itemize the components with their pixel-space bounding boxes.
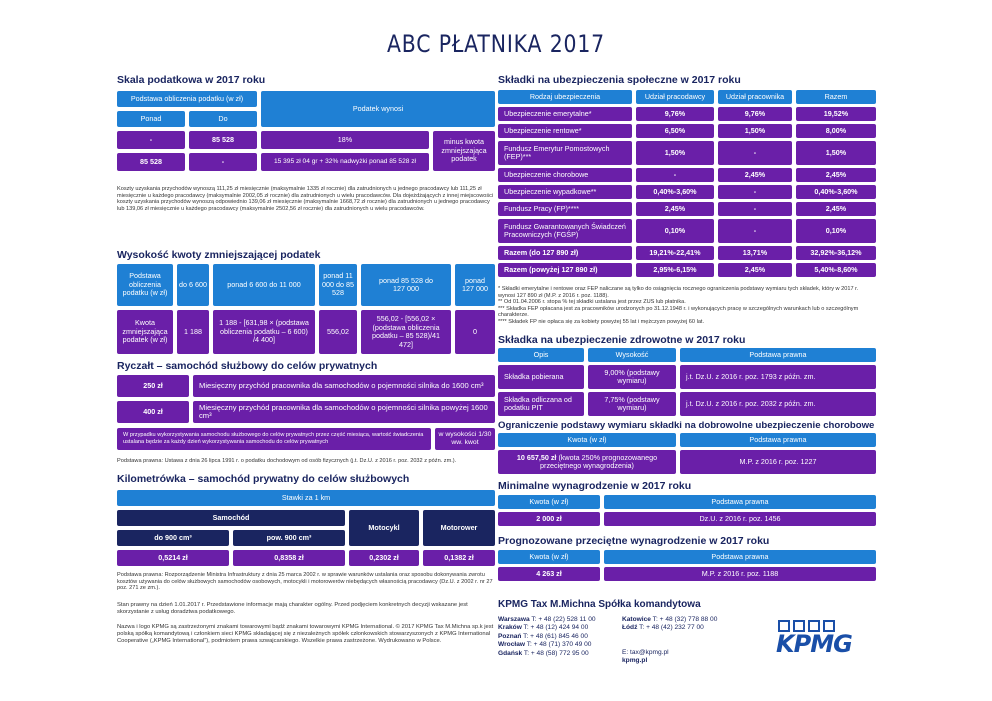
social-row-3-col-2: 1,50% (636, 141, 714, 165)
tax-amount-header: Podatek wynosi (261, 91, 495, 127)
reducing-range-5: ponad 127 000 (455, 264, 495, 306)
social-row-7-col-1: Fundusz Gwarantowanych Świadczeń Pracowniczych (FGŚP) (498, 219, 632, 243)
minimum-heading: Minimalne wynagrodzenie w 2017 roku (498, 480, 692, 492)
social-row-2-col-3: 1,50% (718, 124, 792, 138)
social-note-3: *** Składka FEP opłacana jest za pracowników urodzonych po 31.12.1948 r. i wykonujących pracę w szczególnych warunkach lub o szczególnym charakterze. (498, 305, 859, 319)
car-partial-note: W przypadku wykorzystywania samochodu służbowego do celów prywatnych przez część miesiąca, wartość świadczenia ustalana będzie za każdy dzień wykorzystywania samochodu do celów prywatnych (117, 428, 431, 450)
car-desc-2: Miesięczny przychód pracownika dla samochodów o pojemności silnika powyżej 1600 cm³ (193, 401, 495, 423)
average-header-legal: Podstawa prawna (604, 550, 876, 564)
sick-limit-header-legal: Podstawa prawna (680, 433, 876, 447)
tax-row1-rate: 18% (261, 131, 429, 149)
legal-state-note: Stan prawny na dzień 1.01.2017 r. Przedstawione informacje mają charakter ogólny. Przed podjęciem konkretnych decyzji wskazane jest skorzystanie z usług doradztwa podatkowego. (117, 602, 468, 615)
reducing-amount-1: 1 188 (177, 310, 209, 354)
tax-from-header: Ponad (117, 111, 185, 127)
kpmg-logo (776, 620, 852, 658)
social-row-1-col-3: 9,76% (718, 107, 792, 121)
reducing-amount-2: 1 188 - [631,98 × (podstawa obliczenia podatku – 6 600) /4 400] (213, 310, 315, 354)
social-row-2-col-2: 6,50% (636, 124, 714, 138)
page-title: ABC PŁATNIKA 2017 (386, 30, 606, 58)
social-row-7-col-2: 0,10% (636, 219, 714, 243)
minimum-header-legal: Podstawa prawna (604, 495, 876, 509)
average-header-amount: Kwota (w zł) (498, 550, 600, 564)
social-row-3-col-4: 1,50% (796, 141, 876, 165)
reducing-base-label: Podstawa obliczenia podatku (w zł) (117, 264, 173, 306)
social-row-5-col-2: 0,40%-3,60% (636, 185, 714, 199)
sick-limit-amount-cell (498, 450, 676, 474)
car-partial-value: w wysokości 1/30 ww. kwot (435, 428, 495, 450)
tax-row2-to: - (189, 153, 257, 171)
social-note-1: * Składki emerytalne i rentowe oraz FEP naliczane są tylko do osiągnięcia rocznego ograniczenia podstawy wymiaru tych składek, który w 2017 r. wynosi 127 890 zł (M.P. z 2016 r. poz. 1188). (498, 286, 859, 299)
office-warszawa: Warszawa T: + 48 (22) 528 11 00 (498, 616, 596, 623)
social-row-6-col-1: Fundusz Pracy (FP)**** (498, 202, 632, 216)
health-heading: Składka na ubezpieczenie zdrowotne w 2017 roku (498, 334, 746, 346)
social-row-2-col-1: Ubezpieczenie rentowe* (498, 124, 632, 138)
tax-to-header: Do (189, 111, 257, 127)
car-amount-1: 250 zł (117, 375, 189, 397)
left-column (117, 74, 495, 694)
km-value-car-large: 0,8358 zł (233, 550, 345, 566)
reducing-amount-label: Kwota zmniejszająca podatek (w zł) (117, 310, 173, 354)
health-header-amount: Wysokość (588, 348, 676, 362)
social-row-1-col-1: Ubezpieczenie emerytalne* (498, 107, 632, 121)
km-moto-header: Motocykl (349, 510, 419, 546)
social-row-4-col-1: Ubezpieczenie chorobowe (498, 168, 632, 182)
reducing-range-3: ponad 11 000 do 85 528 (319, 264, 357, 306)
kpmg-logo-text: KPMG (776, 630, 852, 658)
social-total-1-col-3: 13,71% (718, 246, 792, 260)
health-row2-amount: 7,75% (podstawy wymiaru) (588, 392, 676, 416)
sick-limit-heading: Ograniczenie podstawy wymiaru składki na dobrowolne ubezpieczenie chorobowe (498, 420, 875, 431)
social-total-1-col-1: Razem (do 127 890 zł) (498, 246, 632, 260)
social-row-1-col-2: 9,76% (636, 107, 714, 121)
sick-limit-header-amount: Kwota (w zł) (498, 433, 676, 447)
km-value-moto: 0,2302 zł (349, 550, 419, 566)
social-row-2-col-4: 8,00% (796, 124, 876, 138)
car-heading: Ryczałt – samochód służbowy do celów prywatnych (117, 360, 378, 372)
km-car-small-header: do 900 cm³ (117, 530, 229, 546)
social-row-7-col-4: 0,10% (796, 219, 876, 243)
right-column (498, 74, 876, 694)
office-lodz: Łódź T: + 48 (42) 232 77 00 (622, 624, 704, 632)
social-total-2-col-1: Razem (powyżej 127 890 zł) (498, 263, 632, 277)
kpmg-company-name: KPMG Tax M.Michna Spółka komandytowa (498, 599, 701, 610)
tax-row1-to: 85 528 (189, 131, 257, 149)
reducing-amount-5: 0 (455, 310, 495, 354)
tax-row1-from: - (117, 131, 185, 149)
social-row-3-col-3: - (718, 141, 792, 165)
social-total-2-col-3: 2,45% (718, 263, 792, 277)
office-krakow: Kraków T: + 48 (12) 424 94 00 (498, 624, 589, 632)
social-note-2: ** Od 01.04.2006 r. stopa % tej składki ustalana jest przez ZUS lub płatnika. (498, 299, 686, 306)
reducing-range-1: do 6 600 (177, 264, 209, 306)
social-header-employer: Udział pracodawcy (636, 90, 714, 104)
health-row1-legal: j.t. Dz.U. z 2016 r. poz. 1793 z późn. zm. (680, 365, 876, 389)
sick-limit-amount: 10 657,50 zł (516, 452, 557, 462)
social-header-total: Razem (796, 90, 876, 104)
reducing-amount-4: 556,02 - [556,02 × (podstawa obliczenia podatku – 85 528)/41 472] (361, 310, 451, 354)
copyright-note: Nazwa i logo KPMG są zastrzeżonymi znakami towarowymi bądź znakami towarowymi KPMG International. © 2017 KPMG Tax M.Michna sp.k jest polską spółką komandytową i członkiem sieci KPMG składającej się z niezależnych spółek członkowskich stowarzyszonych z KPMG International Cooperative („KPMG International”), podmiotem prawa szwajcarskiego. Wszelkie prawa zastrzeżone. Wydrukowano w Polsce. (117, 624, 494, 644)
km-rate-header: Stawki za 1 km (117, 490, 495, 506)
office-gdansk: Gdańsk T: + 48 (58) 772 95 00 (498, 649, 589, 657)
km-value-moped: 0,1382 zł (423, 550, 495, 566)
sick-limit-amount-note: (kwota 250% prognozowanego przeciętnego wynagrodzenia) (540, 452, 658, 470)
average-amount: 4 263 zł (498, 567, 600, 581)
offices-list-1 (498, 616, 628, 658)
sick-limit-legal: M.P. z 2016 r. poz. 1227 (680, 450, 876, 474)
social-note-4: **** Składek FP nie opłaca się za kobiety powyżej 55 lat i mężczyzn powyżej 60 lat. (498, 318, 705, 325)
social-row-5-col-3: - (718, 185, 792, 199)
reducing-range-2: ponad 6 600 do 11 000 (213, 264, 315, 306)
average-heading: Prognozowane przeciętne wynagrodzenie w 2017 roku (498, 535, 770, 547)
health-row1-desc: Składka pobierana (498, 365, 584, 389)
tax-row2-from: 85 528 (117, 153, 185, 171)
social-total-1-col-2: 19,21%-22,41% (636, 246, 714, 260)
health-row2-desc: Składka odliczana od podatku PIT (498, 392, 584, 416)
social-row-7-col-3: - (718, 219, 792, 243)
office-poznan: Poznań T: + 48 (61) 845 46 00 (498, 632, 588, 640)
social-notes (498, 286, 876, 326)
minimum-amount: 2 000 zł (498, 512, 600, 526)
health-header-legal: Podstawa prawna (680, 348, 876, 362)
health-row2-legal: j.t. Dz.U. z 2016 r. poz. 2032 z późn. zm. (680, 392, 876, 416)
tax-scale-heading: Skala podatkowa w 2017 roku (117, 74, 266, 86)
contact-email[interactable]: E: tax@kpmg.pl (622, 648, 669, 656)
minimum-legal: Dz.U. z 2016 r. poz. 1456 (604, 512, 876, 526)
km-car-large-header: pow. 900 cm³ (233, 530, 345, 546)
social-header-employee: Udział pracownika (718, 90, 792, 104)
social-total-2-col-4: 5,40%-8,60% (796, 263, 876, 277)
tax-base-header: Podstawa obliczenia podatku (w zł) (117, 91, 257, 107)
health-header-desc: Opis (498, 348, 584, 362)
car-desc-1: Miesięczny przychód pracownika dla samochodów o pojemności silnika do 1600 cm³ (193, 375, 495, 397)
social-row-1-col-4: 19,52% (796, 107, 876, 121)
reducing-heading: Wysokość kwoty zmniejszającej podatek (117, 249, 321, 261)
contact-website[interactable]: kpmg.pl (622, 657, 648, 665)
social-row-5-col-4: 0,40%-3,60% (796, 185, 876, 199)
reducing-amount-3: 556,02 (319, 310, 357, 354)
social-total-1-col-4: 32,92%-36,12% (796, 246, 876, 260)
social-row-3-col-1: Fundusz Emerytur Pomostowych (FEP)*** (498, 141, 632, 165)
km-moped-header: Motorower (423, 510, 495, 546)
social-total-2-col-2: 2,95%-6,15% (636, 263, 714, 277)
social-row-6-col-2: 2,45% (636, 202, 714, 216)
office-katowice: Katowice T: + 48 (32) 778 88 00 (622, 616, 718, 623)
social-row-4-col-4: 2,45% (796, 168, 876, 182)
tax-costs-note: Koszty uzyskania przychodów wynoszą 111,25 zł miesięcznie (maksymalnie 1335 zł rocznie) dla zatrudnionych u jednego pracodawcy lub 111,25 zł miesięcznie u każdego pracodawcy (maksymalnie 2002,05 zł rocznie) dla zatrudnionych u wielu pracodawców. Dla dojeżdżających z innej miejscowości koszty uzyskania przychodów wynoszą odpowiednio 139,06 zł miesięcznie (maksymalnie 1668,72 zł rocznie) dla zatrudnionych u jednego pracodawcy lub 139,06 zł miesięcznie u każdego pracodawcy (maksymalnie 2502,56 zł rocznie) dla zatrudnionych u wielu pracodawców. (117, 186, 494, 212)
social-row-4-col-3: 2,45% (718, 168, 792, 182)
car-amount-2: 400 zł (117, 401, 189, 423)
car-legal-basis: Podstawa prawna: Ustawa z dnia 26 lipca 1991 r. o podatku dochodowym od osób fizycznych (j.t. Dz.U. z 2016 r. poz. 2032 z późn. zm.). (117, 458, 457, 464)
tax-row2-rate: 15 395 zł 04 gr + 32% nadwyżki ponad 85 528 zł (261, 153, 429, 171)
tax-minus-reducing: minus kwota zmniejszająca podatek (433, 131, 495, 171)
social-row-5-col-1: Ubezpieczenie wypadkowe** (498, 185, 632, 199)
offices-list-2 (622, 616, 752, 666)
social-row-4-col-2: - (636, 168, 714, 182)
social-row-6-col-3: - (718, 202, 792, 216)
average-legal: M.P. z 2016 r. poz. 1188 (604, 567, 876, 581)
km-value-car-small: 0,5214 zł (117, 550, 229, 566)
social-heading: Składki na ubezpieczenia społeczne w 2017 roku (498, 74, 741, 86)
social-row-6-col-4: 2,45% (796, 202, 876, 216)
km-legal-basis: Podstawa prawna: Rozporządzenie Ministra Infrastruktury z dnia 25 marca 2002 r. w sprawie warunków ustalania oraz sposobu dokonywania zwrotu kosztów używania do celów służbowych samochodów osobowych, motocykli i motorowerów niebędących własnością pracodawcy (Dz.U. z 2002 r. nr 27 poz. 271 ze zm.). (117, 572, 493, 592)
health-row1-amount: 9,00% (podstawy wymiaru) (588, 365, 676, 389)
km-heading: Kilometrówka – samochód prywatny do celów służbowych (117, 473, 410, 485)
social-header-type: Rodzaj ubezpieczenia (498, 90, 632, 104)
office-wroclaw: Wrocław T: + 48 (71) 370 49 00 (498, 641, 592, 649)
minimum-header-amount: Kwota (w zł) (498, 495, 600, 509)
km-car-header: Samochód (117, 510, 345, 526)
reducing-range-4: ponad 85 528 do 127 000 (361, 264, 451, 306)
